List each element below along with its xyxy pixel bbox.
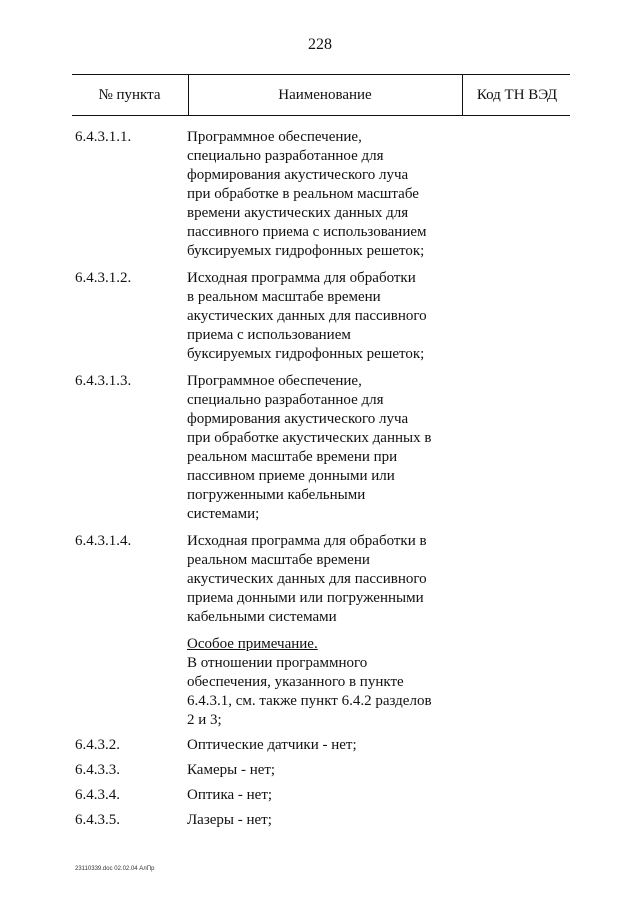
header-code: Код ТН ВЭД bbox=[462, 75, 571, 115]
description-line: при обработке в реальном масштабе bbox=[187, 186, 419, 202]
description-line: реальном масштабе времени bbox=[187, 552, 370, 568]
item-description: Оптические датчики - нет; bbox=[187, 737, 357, 753]
table-header bbox=[72, 74, 570, 116]
page-number: 228 bbox=[308, 36, 332, 53]
item-number: 6.4.3.1.1. bbox=[75, 129, 132, 145]
description-line: специально разработанное для bbox=[187, 148, 384, 164]
table-row bbox=[75, 786, 570, 805]
description-line: Исходная программа для обработки в bbox=[187, 533, 427, 549]
item-number: 6.4.3.4. bbox=[75, 787, 120, 803]
header-name: Наименование bbox=[188, 75, 461, 115]
description-line: буксируемых гидрофонных решеток; bbox=[187, 346, 425, 362]
description-line: пассивного приема с использованием bbox=[187, 224, 427, 240]
item-description: Лазеры - нет; bbox=[187, 812, 272, 828]
description-line: реальном масштабе времени при bbox=[187, 449, 398, 465]
description-line: специально разработанное для bbox=[187, 392, 384, 408]
note-line: В отношении программного bbox=[187, 655, 368, 671]
description-line: акустических данных для пассивного bbox=[187, 571, 427, 587]
description-line: Программное обеспечение, bbox=[187, 373, 362, 389]
description-line: формирования акустического луча bbox=[187, 167, 409, 183]
description-line: при обработке акустических данных в bbox=[187, 430, 432, 446]
item-description: Камеры - нет; bbox=[187, 762, 276, 778]
item-description: Оптика - нет; bbox=[187, 787, 273, 803]
description-line: акустических данных для пассивного bbox=[187, 308, 427, 324]
special-note bbox=[187, 635, 467, 730]
header-item-number: № пункта bbox=[98, 87, 161, 103]
description-line: в реальном масштабе времени bbox=[187, 289, 381, 305]
item-description bbox=[187, 128, 467, 261]
description-line: буксируемых гидрофонных решеток; bbox=[187, 243, 425, 259]
item-number: 6.4.3.2. bbox=[75, 737, 120, 753]
description-line: времени акустических данных для bbox=[187, 205, 409, 221]
description-line: системами; bbox=[187, 506, 260, 522]
item-number: 6.4.3.1.3. bbox=[75, 373, 132, 389]
content-rows bbox=[75, 128, 570, 836]
description-line: приема с использованием bbox=[187, 327, 351, 343]
note-line: 6.4.3.1, см. также пункт 6.4.2 разделов bbox=[187, 693, 432, 709]
note-line: 2 и 3; bbox=[187, 712, 222, 728]
item-number: 6.4.3.5. bbox=[75, 812, 120, 828]
document-footer: 23110339.doc 02.02.04 АлПр bbox=[75, 866, 155, 872]
table-row bbox=[75, 736, 570, 755]
description-line: формирования акустического луча bbox=[187, 411, 409, 427]
table-row bbox=[75, 269, 570, 364]
table-row bbox=[75, 532, 570, 627]
item-number: 6.4.3.3. bbox=[75, 762, 120, 778]
table-row bbox=[75, 372, 570, 524]
table-row bbox=[75, 761, 570, 780]
item-description bbox=[187, 269, 467, 364]
description-line: Исходная программа для обработки bbox=[187, 270, 416, 286]
note-title: Особое примечание. bbox=[187, 636, 318, 652]
table-row bbox=[75, 811, 570, 830]
item-number: 6.4.3.1.4. bbox=[75, 533, 132, 549]
item-description bbox=[187, 372, 467, 524]
description-line: погруженными кабельными bbox=[187, 487, 366, 503]
description-line: пассивном приеме донными или bbox=[187, 468, 395, 484]
note-line: обеспечения, указанного в пункте bbox=[187, 674, 404, 690]
description-line: кабельными системами bbox=[187, 609, 337, 625]
description-line: приема донными или погруженными bbox=[187, 590, 424, 606]
item-number: 6.4.3.1.2. bbox=[75, 270, 132, 286]
description-line: Программное обеспечение, bbox=[187, 129, 362, 145]
item-description bbox=[187, 532, 467, 627]
table-row bbox=[75, 128, 570, 261]
